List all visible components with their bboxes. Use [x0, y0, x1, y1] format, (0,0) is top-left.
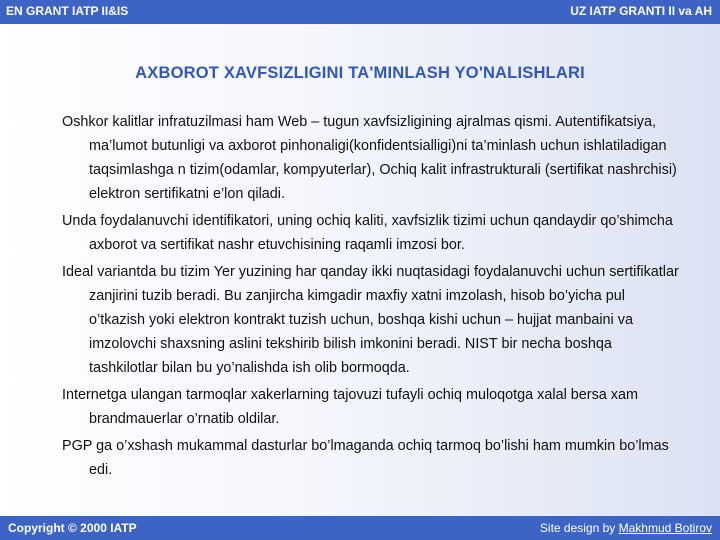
paragraph: Internetga ulangan tarmoqlar xakerlarning tajovuzi tufayli ochiq muloqotga xalal bersa xam brandmauerlar o’rnatib oldilar.: [62, 387, 638, 427]
paragraph: Ideal variantda bu tizim Yer yuzining har qanday ikki nuqtasidagi foydalanuvchi uchun sertifikatlar zanjirini tuzib beradi. Bu zanjircha kimgadir maxfiy xatni imzolash, hisob bo’yicha pul o’tkazish yoki elektron kontrakt tuzish uchun, boshqa kishi uchun – hujjat manbaini va imzolovchi shaxsning aslini tekshirib bilish imkonini beradi. NIST bir necha boshqa tashkilotlar bilan bu yo’nalishda ish olib bormoqda.: [62, 264, 679, 376]
copyright-text: Copyright © 2000 IATP: [8, 521, 137, 535]
author-link[interactable]: Makhmud Botirov: [618, 521, 712, 535]
paragraph: Unda foydalanuvchi identifikatori, uning ochiq kaliti, xavfsizlik tizimi uchun qandaydir qo’shimcha axborot va sertifikat nashr etuvchisining raqamli imzosi bor.: [62, 213, 673, 253]
site-design-prefix: Site design by: [539, 521, 619, 535]
paragraph: Oshkor kalitlar infratuzilmasi ham Web – tugun xavfsizligining ajralmas qismi. Autentifikatsiya, ma’lumot butunligi va axborot pinhonaligi(konfidentsialligi)ni ta’minlash uchun ishlatiladigan taqsimlashga n tizim(odamlar, kompyuterlar), Ochiq kalit infrastrukturali (sertifikat nashrchisi) elektron sertifikatni e’lon qiladi.: [62, 114, 677, 202]
slide-title: AXBOROT XAVFSIZLIGINI TA'MINLASH YO'NALISHLARI: [135, 64, 585, 82]
slide-body: [62, 110, 682, 485]
header-right-text: UZ IATP GRANTI II va AH: [570, 4, 712, 18]
header-left-text: EN GRANT IATP II&IS: [6, 4, 129, 18]
footer-bar: [0, 516, 720, 540]
paragraph: PGP ga o’xshash mukammal dasturlar bo’lmaganda ochiq tarmoq bo’lishi ham mumkin bo’lmas edi.: [62, 438, 669, 478]
header-bar: [0, 0, 720, 24]
site-design-credit: [540, 521, 712, 535]
